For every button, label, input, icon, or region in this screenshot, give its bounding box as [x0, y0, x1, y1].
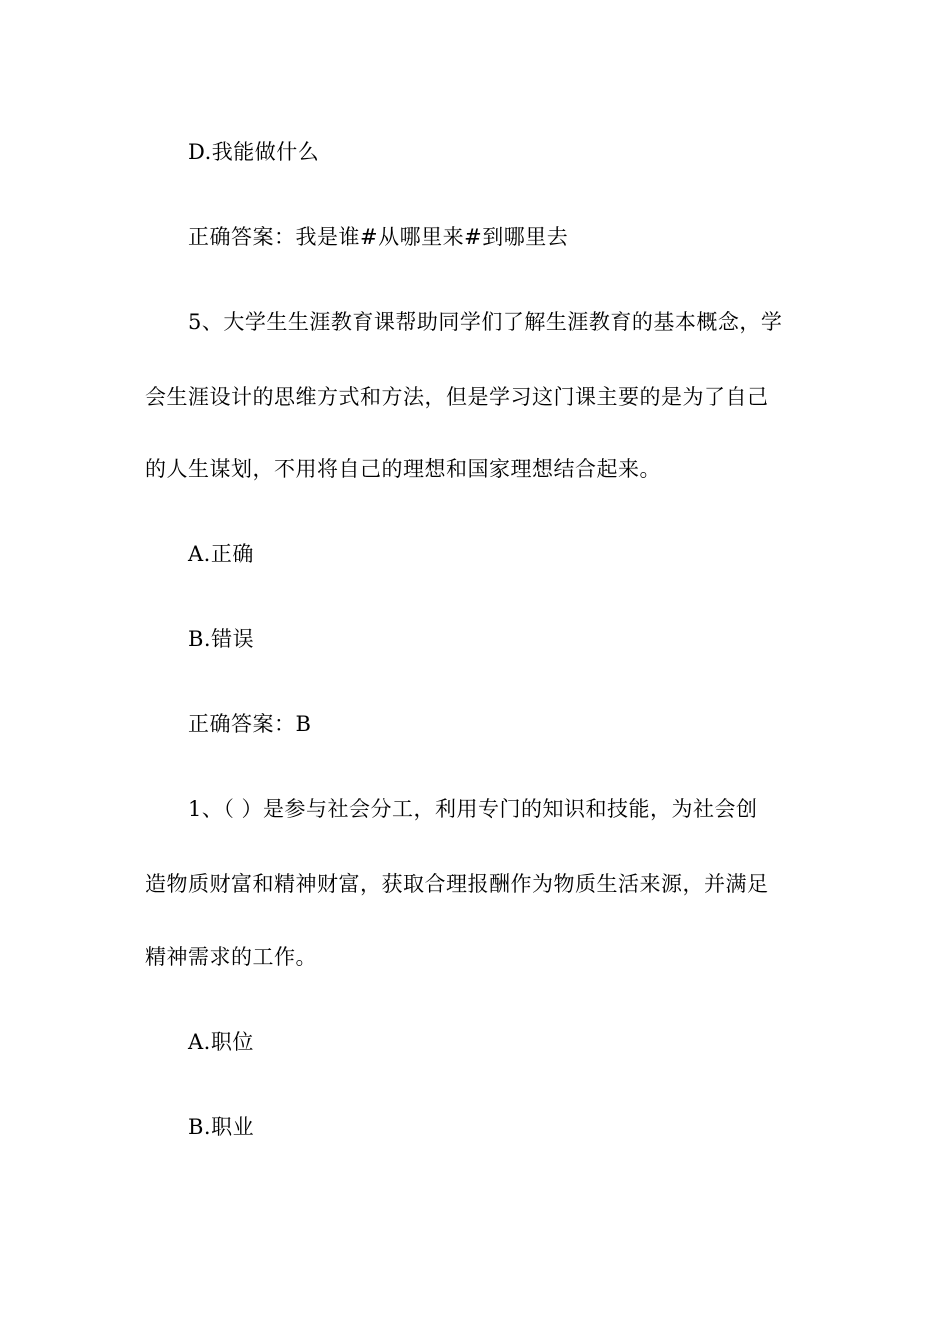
- question-5-option-b: B.错误: [188, 627, 255, 651]
- question-1-option-b: B.职业: [188, 1115, 255, 1139]
- question-5-text-line-2: 会生涯设计的思维方式和方法，但是学习这门课主要的是为了自己: [145, 385, 769, 409]
- prev-correct-answer: 正确答案：我是谁#从哪里来#到哪里去: [188, 225, 569, 249]
- question-1-text-line-2: 造物质财富和精神财富，获取合理报酬作为物质生活来源，并满足: [145, 872, 769, 896]
- question-5-text-line-1: 5、大学生生涯教育课帮助同学们了解生涯教育的基本概念，学: [188, 310, 783, 334]
- question-5-correct-answer: 正确答案：B: [188, 712, 312, 736]
- question-5-option-a: A.正确: [188, 542, 254, 566]
- question-1-text-line-1: 1、（ ）是参与社会分工，利用专门的知识和技能，为社会创: [188, 797, 758, 821]
- question-1-text-line-3: 精神需求的工作。: [145, 945, 317, 969]
- question-1-option-a: A.职位: [188, 1030, 254, 1054]
- question-5-text-line-3: 的人生谋划，不用将自己的理想和国家理想结合起来。: [145, 457, 661, 481]
- prev-option-d: D.我能做什么: [188, 140, 320, 164]
